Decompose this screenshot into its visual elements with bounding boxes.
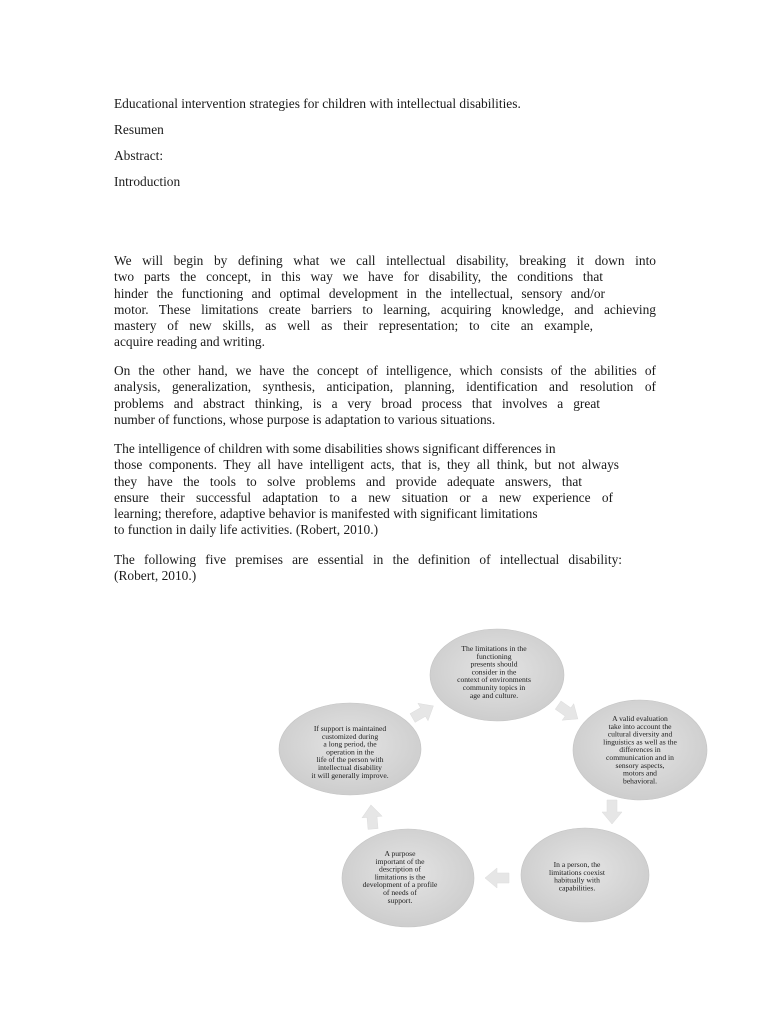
paragraph-line: We will begin by defining what we call intellectual disability, breaking it down into — [114, 253, 656, 268]
paragraph-line: ensure their successful adaptation to a new situation or a new experience of — [114, 489, 613, 505]
paragraph-line: The following five premises are essential in the definition of intellectual disability: — [114, 552, 622, 567]
paragraph-line: acquire reading and writing. — [114, 334, 265, 350]
premise-node-line: A purpose — [384, 849, 416, 858]
premise-node-line: limitations is the — [374, 872, 426, 882]
premise-node-line: habitually with — [554, 875, 600, 885]
premise-node-line: A valid evaluation — [612, 714, 668, 723]
premise-node-line: linguistics as well as the — [603, 737, 677, 747]
premise-node-line: sensory aspects, — [615, 760, 665, 770]
premise-node-5 — [279, 703, 421, 795]
premise-node-line: If support is maintained — [313, 724, 387, 733]
premise-node-2 — [573, 700, 707, 800]
premise-node-line: take into account the — [608, 721, 672, 731]
premise-node-line: support. — [387, 895, 413, 905]
premise-node-line: development of a profile — [362, 880, 438, 890]
paragraph-line: they have the tools to solve problems and provide adequate answers, that — [114, 473, 582, 489]
cycle-arrow-3 — [485, 868, 509, 888]
premise-node-line: behavioral. — [623, 776, 657, 786]
paragraph-line: those components. They all have intelligent acts, that is, they all think, but not always — [114, 457, 619, 473]
premise-node-line: a long period, the — [323, 739, 377, 749]
paragraph-line: The intelligence of children with some disabilities shows significant differences in — [114, 441, 556, 456]
paragraph-line: problems and abstract thinking, is a very broad process that involves a great — [114, 395, 600, 411]
premise-node-line: In a person, the — [553, 860, 601, 869]
premise-node-line: consider in the — [471, 667, 517, 677]
cycle-arrow-5 — [408, 697, 439, 726]
premise-node-line: intellectual disability — [318, 763, 382, 772]
cycle-arrow-4 — [361, 804, 383, 830]
paragraph-line: to function in daily life activities. (Robert, 2010.) — [114, 522, 379, 538]
premise-node-3 — [521, 828, 649, 922]
premise-node-line: life of the person with — [316, 755, 384, 765]
premise-node-line: age and culture. — [469, 690, 519, 700]
paragraph-line: hinder the functioning and optimal development in the intellectual, sensory and/or — [114, 285, 605, 301]
premise-node-line: presents should — [470, 659, 518, 669]
paragraph-line: learning; therefore, adaptive behavior is manifested with significant limitations — [114, 506, 538, 522]
premise-node-line: community topics in — [462, 683, 526, 692]
premise-node-line: operation in the — [326, 747, 374, 757]
premise-node-line: differences in — [619, 745, 661, 755]
heading-resumen: Resumen — [114, 122, 164, 137]
premise-node-line: context of environments — [457, 675, 531, 685]
premise-node-line: The limitations in the — [461, 644, 527, 653]
premise-node-line: description of — [379, 864, 421, 874]
premise-node-line: important of the — [375, 856, 425, 866]
paragraph-line: On the other hand, we have the concept of intelligence, which consists of the abilities of — [114, 363, 656, 378]
heading-abstract: Abstract: — [114, 148, 164, 163]
premise-node-line: cultural diversity and — [607, 729, 673, 739]
premise-node-line: it will generally improve. — [311, 770, 389, 780]
paragraph-line: motor. These limitations create barriers to learning, acquiring knowledge, and achieving — [114, 301, 656, 317]
premise-node-1 — [430, 629, 564, 721]
paragraph-line: number of functions, whose purpose is adaptation to various situations. — [114, 411, 496, 427]
premise-node-4 — [342, 829, 474, 927]
document-title: Educational intervention strategies for children with intellectual disabilities. — [114, 96, 521, 111]
premise-node-line: communication and in — [606, 753, 674, 762]
paragraph-line: two parts the concept, in this way we have for disability, the conditions that — [114, 269, 603, 285]
paragraph-line: mastery of new skills, as well as their representation; to cite an example, — [114, 318, 593, 334]
cycle-arrow-2 — [602, 800, 622, 824]
paragraph-line: (Robert, 2010.) — [114, 568, 197, 584]
cycle-arrow-1 — [552, 697, 583, 727]
premise-node-line: motors and — [623, 768, 657, 778]
premise-node-line: functioning — [476, 651, 512, 661]
premise-node-line: limitations coexist — [549, 867, 605, 877]
heading-introduction: Introduction — [114, 174, 181, 189]
premise-node-line: capabilities. — [558, 883, 596, 893]
premise-node-line: customized during — [321, 731, 379, 741]
premise-node-line: of needs of — [383, 888, 417, 897]
paragraph-line: analysis, generalization, synthesis, anticipation, planning, identification and resolution of — [114, 379, 656, 395]
